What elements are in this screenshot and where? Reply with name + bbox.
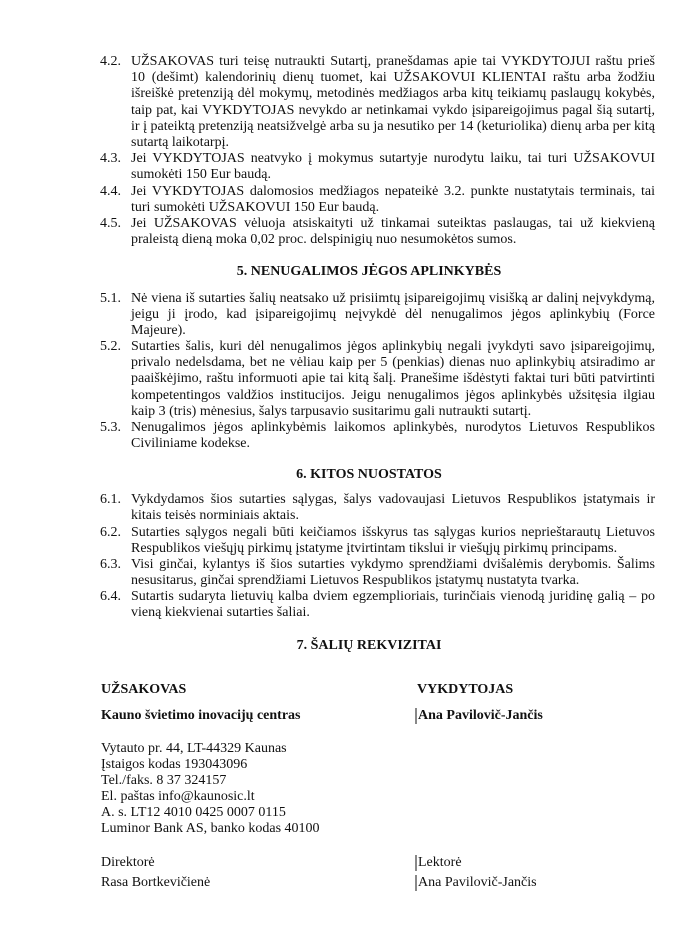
contractor-position: Lektorė xyxy=(418,855,462,870)
clause-6-3: 6.3. Visi ginčai, kylantys iš šios sutarties vykdymo sprendžiami dvišalėmis derybomis. Šalims nesusitarus, ginčai sprendžiami Lietuvos Respublikos įstatymų nustatyta tvarka. xyxy=(100,557,655,589)
client-bank: Luminor Bank AS, banko kodas 40100 xyxy=(101,821,320,836)
client-code: Įstaigos kodas 193043096 xyxy=(101,757,248,772)
client-position: Direktorė xyxy=(101,855,155,870)
clause-5-3: 5.3. Nenugalimos jėgos aplinkybėmis laikomos aplinkybės, nurodytos Lietuvos Respublikos Civiliniame kodekse. xyxy=(100,420,655,452)
section-heading-6: 6. KITOS NUOSTATOS xyxy=(296,467,442,482)
section-heading-5: 5. NENUGALIMOS JĖGOS APLINKYBĖS xyxy=(236,264,502,279)
client-role: UŽSAKOVAS xyxy=(101,682,187,697)
clause-4-3: 4.3. Jei VYKDYTOJAS neatvyko į mokymus sutartyje nurodytu laiku, tai turi UŽSAKOVUI sumokėti 150 Eur baudą. xyxy=(100,151,655,183)
contractor-role: VYKDYTOJAS xyxy=(417,682,514,697)
clause-5-1: 5.1. Nė viena iš sutarties šalių neatsako už prisiimtų įsipareigojimų visišką ar dalinį neįvykdymą, jeigu ji įrodo, kad įsipareigojimų neįvykdė dėl nenugalimos jėgos aplinkybių (Force Majeure). xyxy=(100,291,655,339)
clause-6-4: 6.4. Sutartis sudaryta lietuvių kalba dviem egzemplioriais, turinčiais vienodą juridinę galią – po vieną kiekvienai sutarties šaliai. xyxy=(100,589,655,621)
cursor-mark xyxy=(415,875,417,891)
cursor-mark xyxy=(415,855,417,871)
clause-5-2: 5.2. Sutarties šalis, kuri dėl nenugalimos jėgos aplinkybių negali įvykdyti savo įsipareigojimų, privalo nedelsdama, bet ne vėliau kaip per 5 (penkias) dienas nuo aplinkybių atsiradimo ar paaiškėjimo, raštu informuoti apie tai kitą šalį. Pranešime išdėstyti faktai turi būti patvirtinti kompetentingos valdžios institucijos. Jeigu nenugalimos jėgos aplinkybės užsitęsia ilgiau kaip 3 (tris) mėnesius, šalys tarpusavio susitarimu gali nutraukti sutartį. xyxy=(100,339,655,419)
clause-4-2: 4.2. UŽSAKOVAS turi teisę nutraukti Sutartį, pranešdamas apie tai VYKDYTOJUI raštu prieš 10 (dešimt) kalendorinių dienų tuomet, kai UŽSAKOVUI KLIENTAI raštu arba žodžiu išreiškė pretenziją dėl mokymų, metodinės medžiagos arba kitų teikiamų paslaugų kokybės, taip pat, kai VYKDYTOJAS nevykdo ar netinkamai vykdo įsipareigojimus pagal šią sutartį, ir į pateiktą pretenziją neatsižvelgė arba su ja nesutiko per 14 (keturiolika) dienų arba per kitą sutartą laikotarpį. xyxy=(100,54,655,151)
client-name: Kauno švietimo inovacijų centras xyxy=(101,708,301,723)
client-email: El. paštas info@kaunosic.lt xyxy=(101,789,255,804)
contractor-signatory: Ana Pavilovič-Jančis xyxy=(418,875,537,890)
client-signatory: Rasa Bortkevičienė xyxy=(101,875,211,890)
contractor-name: Ana Pavilovič-Jančis xyxy=(418,708,543,723)
client-phone: Tel./faks. 8 37 324157 xyxy=(101,773,227,788)
client-account: A. s. LT12 4010 0425 0007 0115 xyxy=(101,805,286,820)
clause-6-1: 6.1. Vykdydamos šios sutarties sąlygas, šalys vadovaujasi Lietuvos Respublikos įstatymais ir kitais teisės norminiais aktais. xyxy=(100,492,655,524)
cursor-mark xyxy=(415,708,417,724)
client-address: Vytauto pr. 44, LT-44329 Kaunas xyxy=(101,741,287,756)
clause-4-4: 4.4. Jei VYKDYTOJAS dalomosios medžiagos nepateikė 3.2. punkte nustatytais terminais, tai turi sumokėti UŽSAKOVUI 150 Eur baudą. xyxy=(100,184,655,216)
clause-6-2: 6.2. Sutarties sąlygos negali būti keičiamos išskyrus tas sąlygas kurios neprieštarautų Lietuvos Respublikos viešųjų pirkimų įstatyme įtvirtintam tikslui ir viešųjų pirkimų principams. xyxy=(100,525,655,557)
clause-4-5: 4.5. Jei UŽSAKOVAS vėluoja atsiskaityti už tinkamai suteiktas paslaugas, tai už kiekvieną praleistą dieną moka 0,02 proc. delspinigių nuo nesumokėtos sumos. xyxy=(100,216,655,248)
section-heading-7: 7. ŠALIŲ REKVIZITAI xyxy=(296,638,442,653)
